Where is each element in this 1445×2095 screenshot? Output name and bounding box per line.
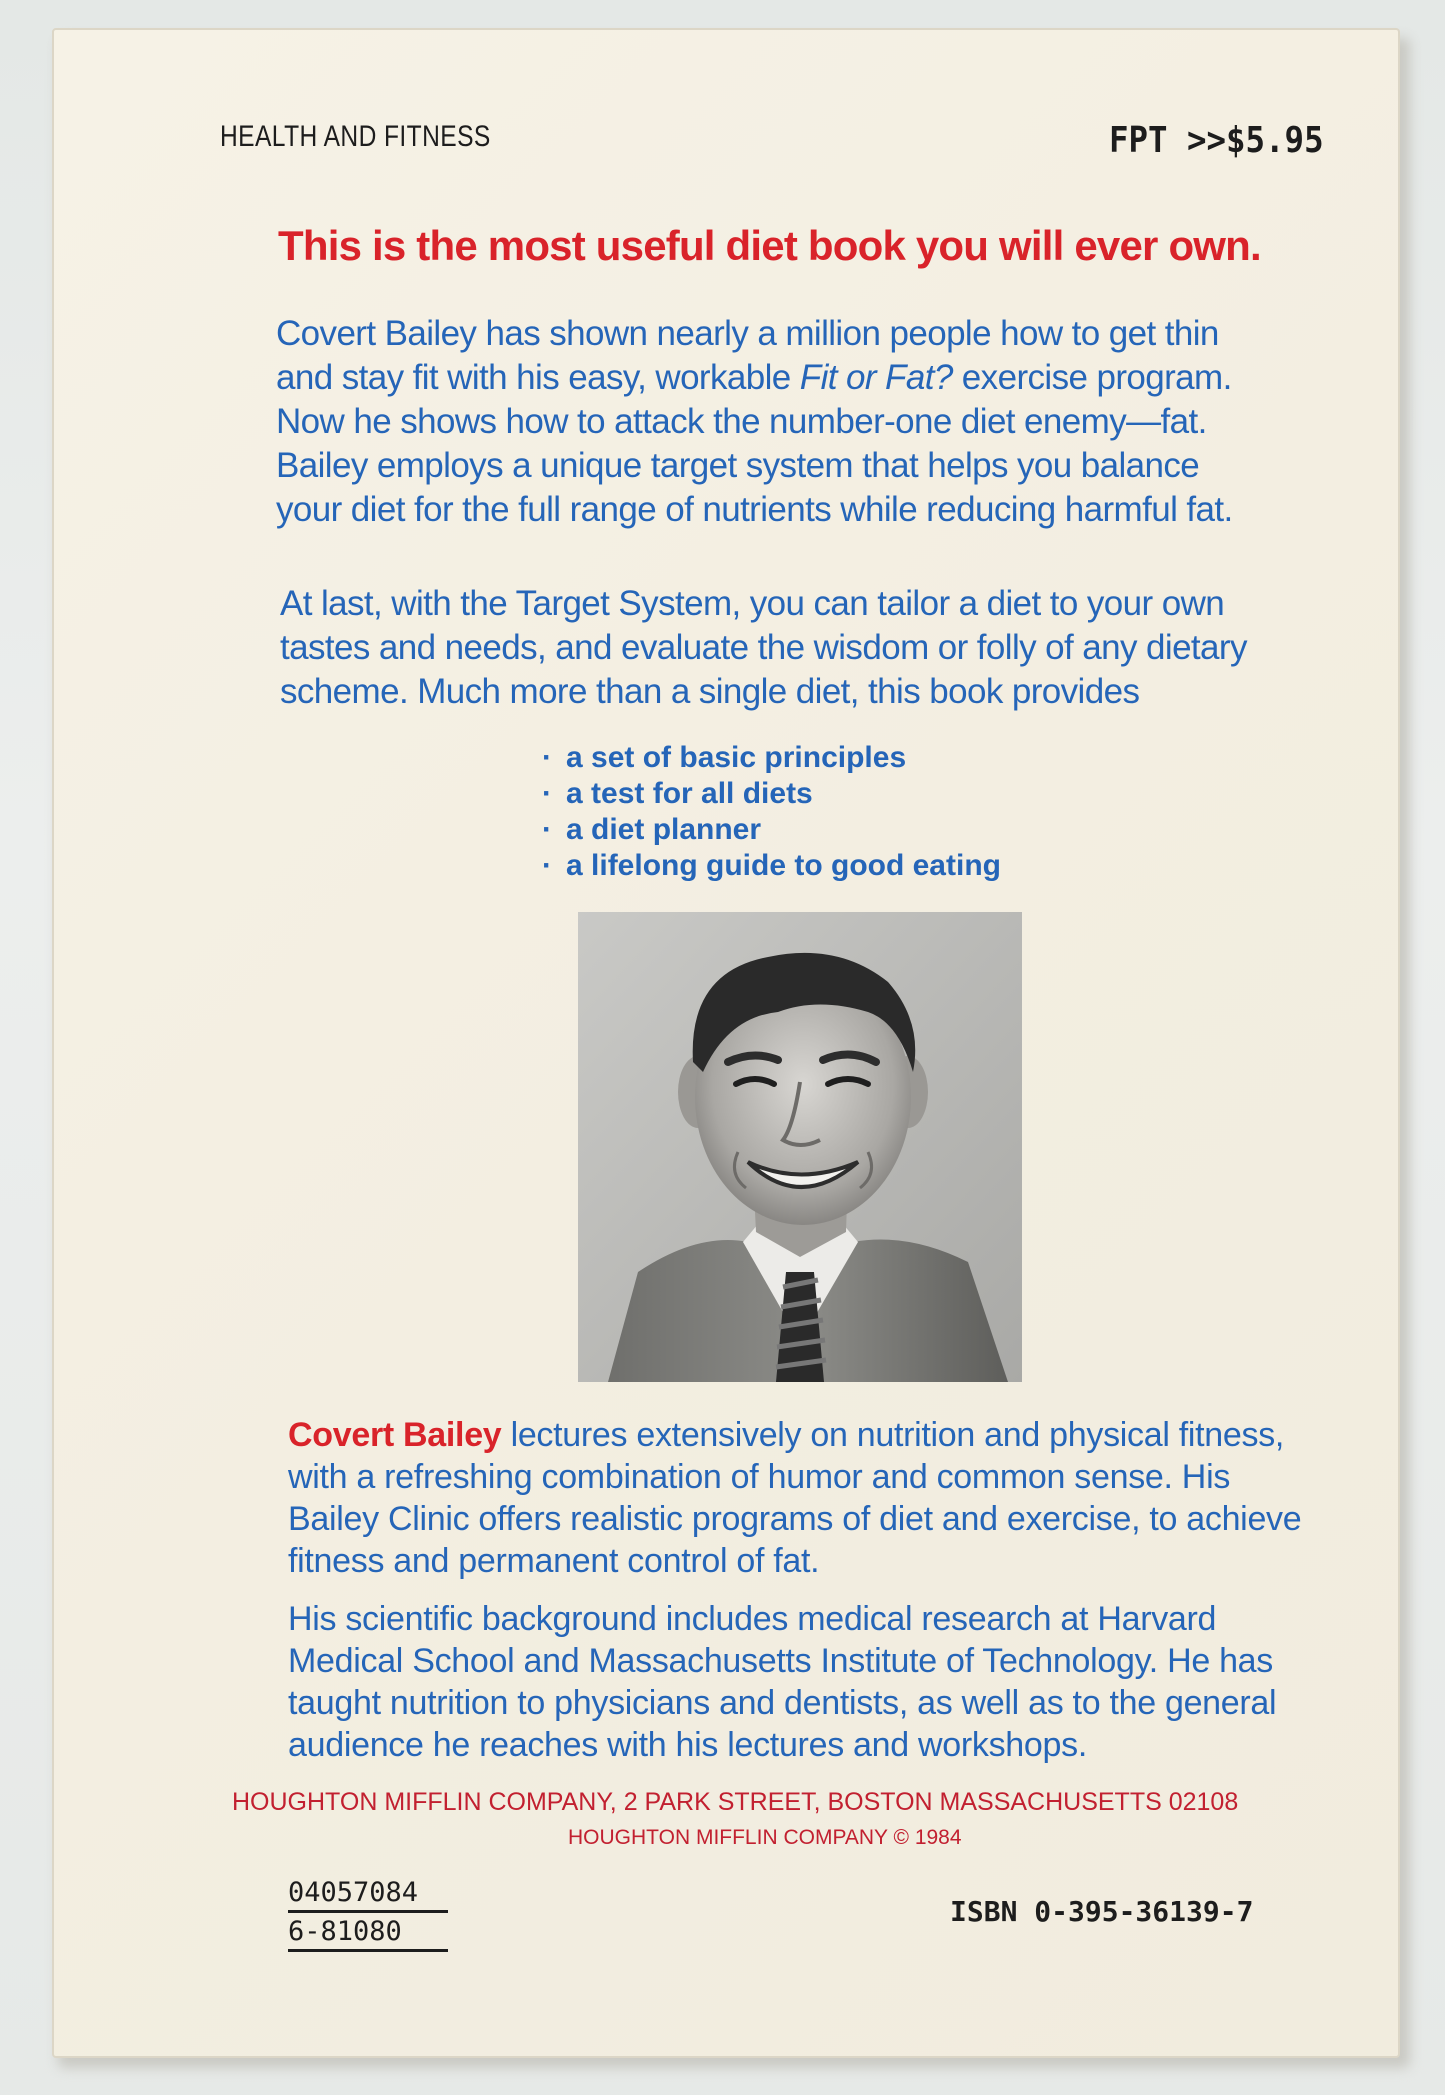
intro-line: Covert Bailey has shown nearly a million people how to get thin (276, 314, 1219, 353)
list-item-label: a test for all diets (566, 777, 813, 810)
stock-code: 6-81080 (288, 1915, 448, 1952)
list-item-label: a diet planner (566, 813, 762, 846)
portrait-illustration (578, 912, 1022, 1382)
author-name: Covert Bailey (288, 1416, 502, 1454)
author-background-paragraph: His scientific background includes medical research at Harvard Medical School and Massachusetts Institute of Technology. He has taught nutrition to physicians and dentists, as well as to the general audience he reaches with his lectures and workshops. (288, 1600, 1277, 1764)
intro-line (276, 356, 1396, 400)
publisher-address: HOUGHTON MIFFLIN COMPANY, 2 PARK STREET, BOSTON MASSACHUSETTS 02108 (232, 1788, 1239, 1816)
price-label: FPT >>$5.95 (1109, 120, 1324, 161)
target-line: At last, with the Target System, you can tailor a diet to your own (280, 584, 1225, 623)
stock-codes (288, 1876, 448, 1954)
list-item-label: a lifelong guide to good eating (566, 849, 1001, 882)
intro-line: Now he shows how to attack the number-one diet enemy—fat. (276, 402, 1207, 441)
target-line: scheme. Much more than a single diet, this book provides (280, 672, 1140, 711)
author-bio-text: lectures extensively on nutrition and physical fitness, with a refreshing combination of humor and common sense. His Bailey Clinic offers realistic programs of diet and exercise, to achieve fitness and permanent control of fat. (288, 1416, 1302, 1580)
author-portrait (578, 912, 1022, 1382)
isbn-label: ISBN 0-395-36139-7 (950, 1895, 1254, 1928)
book-title: Fit or Fat? (799, 358, 953, 397)
intro-line-start: and stay fit with his easy, workable (276, 358, 800, 397)
intro-line: Bailey employs a unique target system that helps you balance (276, 446, 1200, 485)
headline: This is the most useful diet book you will ever own. (278, 222, 1261, 269)
bullet-dot-icon: · (542, 813, 552, 846)
copyright-line: HOUGHTON MIFFLIN COMPANY © 1984 (568, 1826, 962, 1849)
list-item (542, 848, 1001, 884)
feature-list (542, 740, 1001, 884)
list-item (542, 740, 1001, 776)
target-line: tastes and needs, and evaluate the wisdom or folly of any dietary (280, 628, 1247, 667)
stock-code: 04057084 (288, 1876, 448, 1913)
intro-line-end: exercise program. (952, 358, 1232, 397)
category-label: HEALTH AND FITNESS (220, 120, 491, 153)
list-item (542, 776, 1001, 812)
intro-line: your diet for the full range of nutrients while reducing harmful fat. (276, 490, 1233, 529)
list-item (542, 812, 1001, 848)
list-item-label: a set of basic principles (566, 741, 907, 774)
book-back-cover (52, 28, 1400, 2058)
bullet-dot-icon: · (542, 741, 552, 774)
bullet-dot-icon: · (542, 777, 552, 810)
target-system-paragraph (280, 582, 1400, 714)
intro-paragraph (276, 312, 1396, 532)
bullet-dot-icon: · (542, 849, 552, 882)
author-bio-paragraph (288, 1414, 1328, 1582)
